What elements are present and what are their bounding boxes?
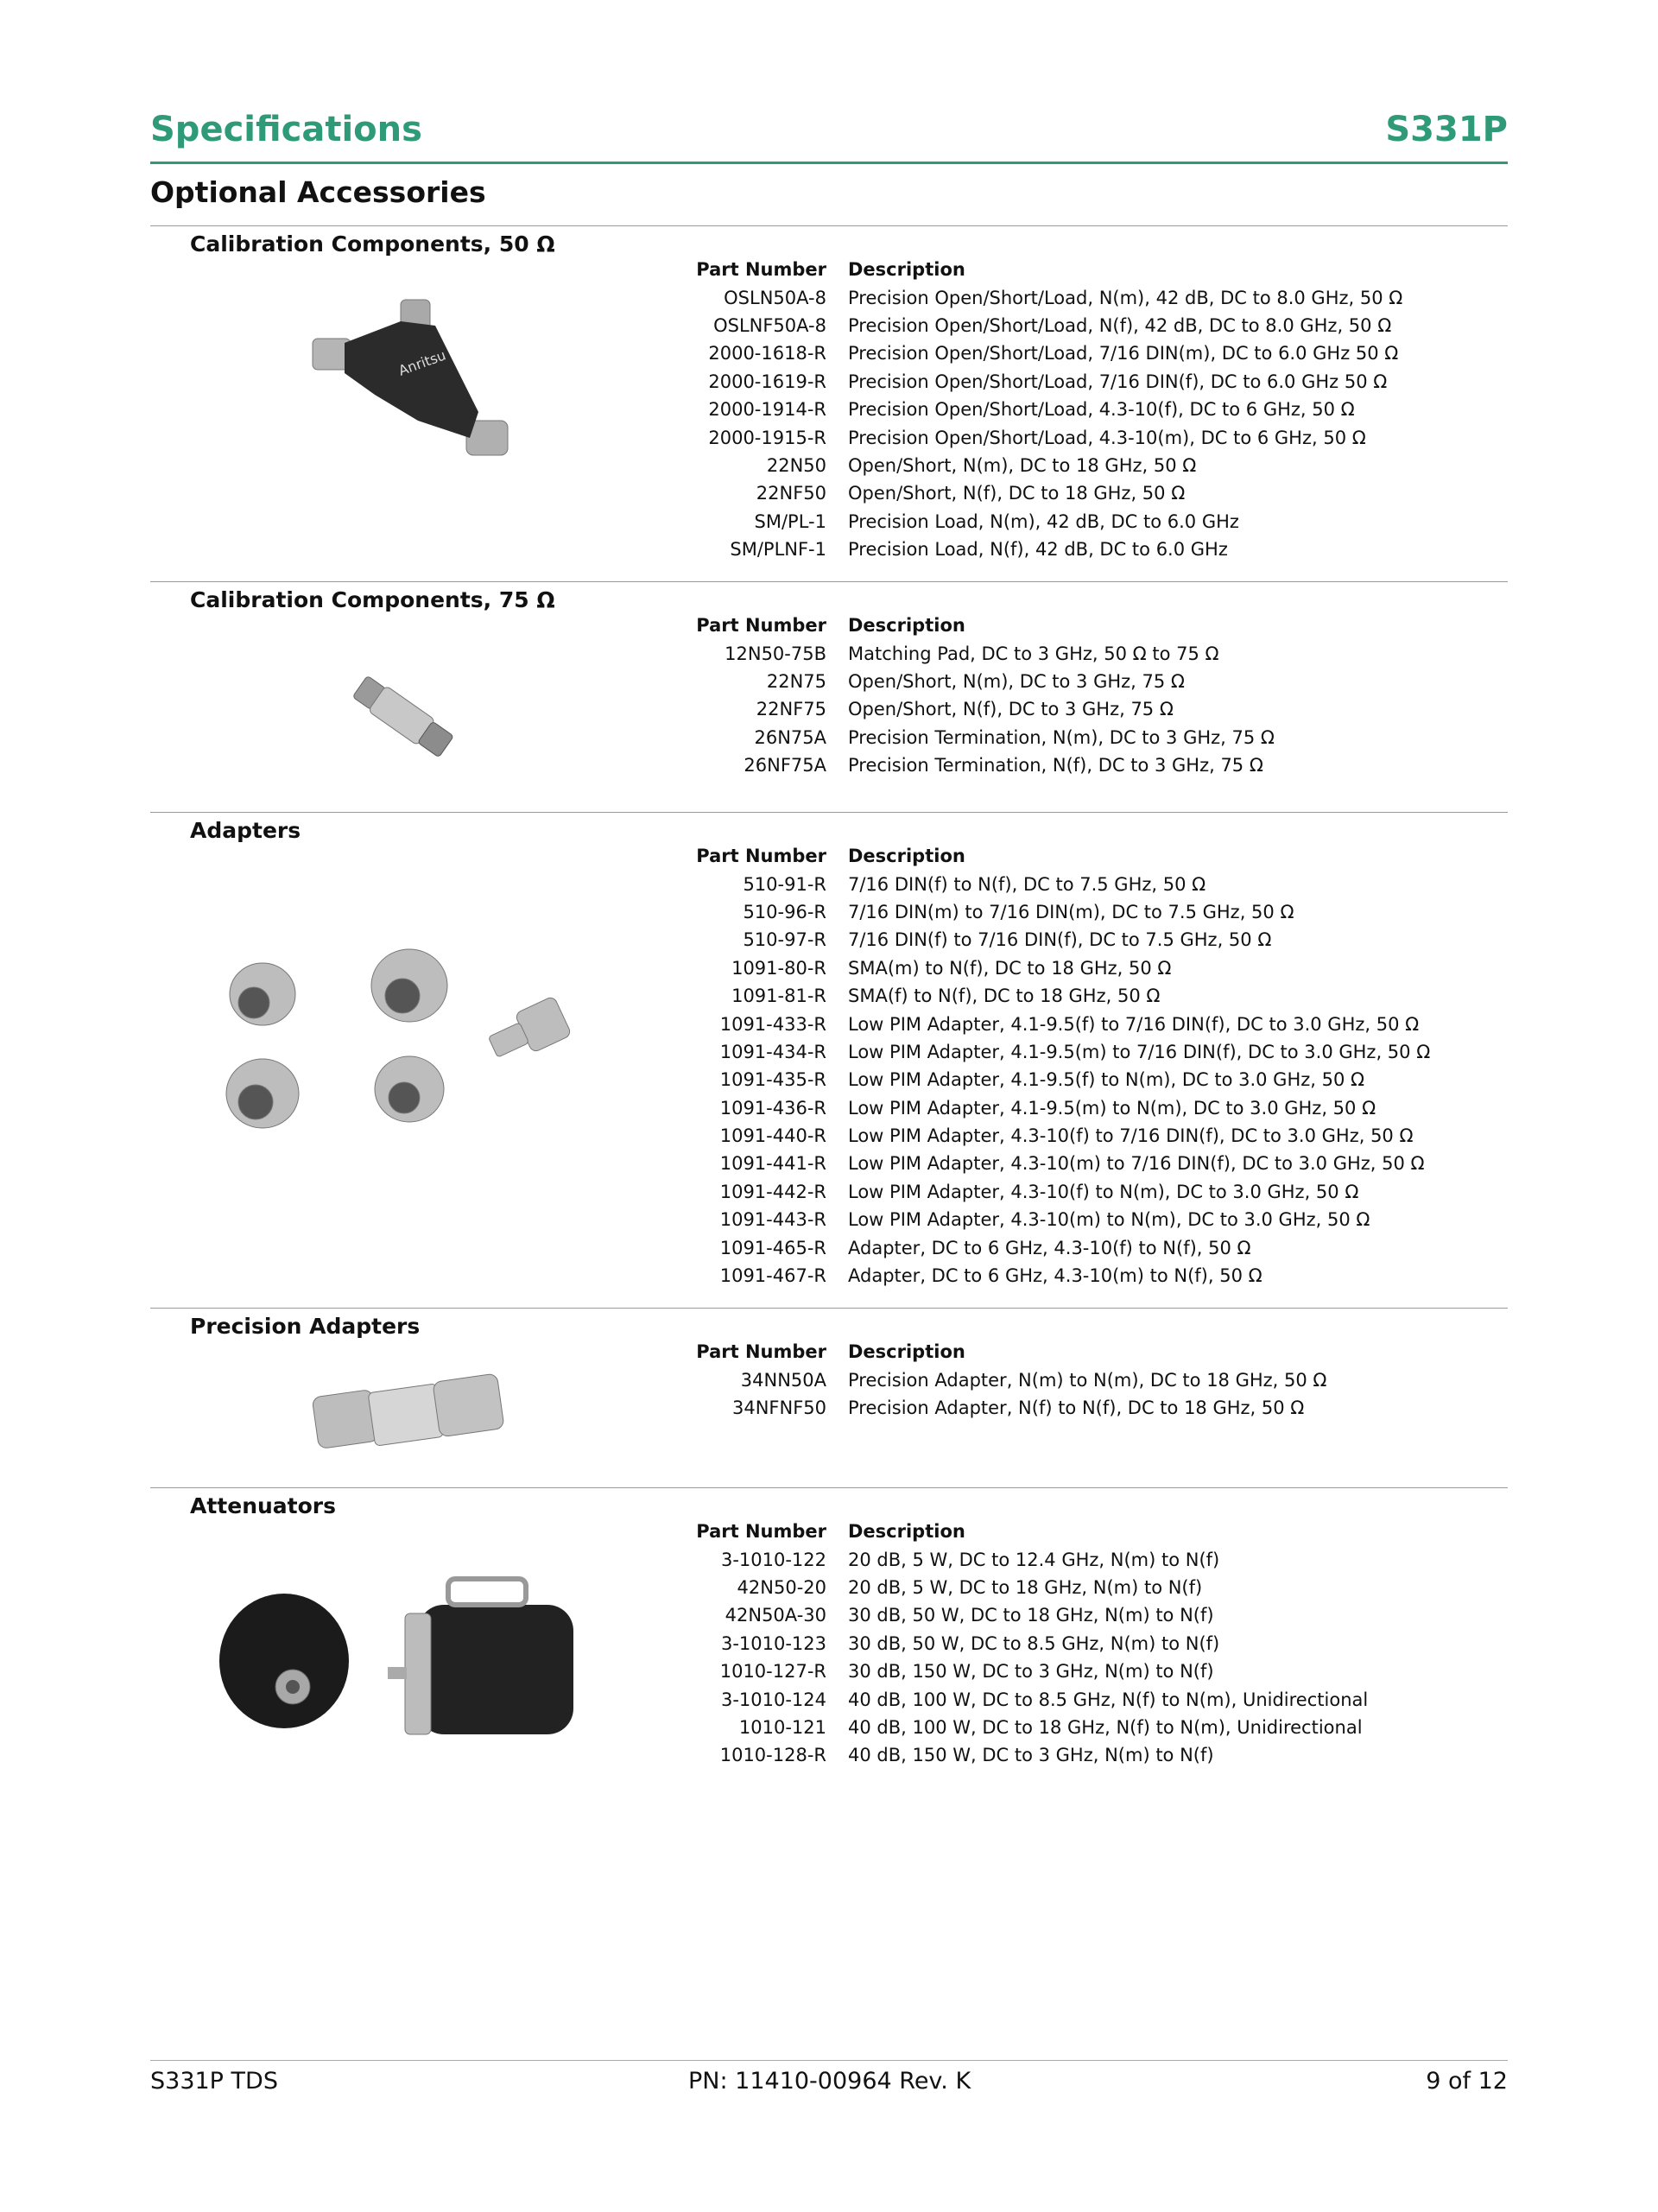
- part-number: 22N75: [766, 670, 826, 692]
- table-row: [668, 1366, 1326, 1393]
- parts-table: [668, 1518, 1368, 1770]
- table-header-row: [668, 1338, 1326, 1366]
- table-row: [668, 1574, 1368, 1601]
- parts-table: [668, 842, 1430, 1290]
- part-number: 22N50: [766, 454, 826, 476]
- part-number: 26N75A: [754, 726, 826, 748]
- part-description: 40 dB, 150 W, DC to 3 GHz, N(m) to N(f): [848, 1745, 1214, 1766]
- section-cal-75: [150, 581, 1508, 812]
- part-description: Low PIM Adapter, 4.1-9.5(f) to 7/16 DIN(f), DC to 3.0 GHz, 50 Ω: [848, 1013, 1420, 1035]
- description-header: Description: [848, 259, 965, 281]
- table-header-row: [668, 842, 1430, 870]
- section-title: Adapters: [190, 818, 301, 843]
- part-description: Precision Open/Short/Load, 4.3-10(m), DC to 6 GHz, 50 Ω: [848, 427, 1366, 448]
- table-row: [668, 1394, 1326, 1422]
- table-row: [668, 283, 1402, 311]
- part-number: 3-1010-123: [720, 1632, 826, 1654]
- table-row: [668, 1066, 1430, 1093]
- part-number: 1091-433-R: [719, 1013, 826, 1035]
- part-number: 1010-128-R: [719, 1745, 826, 1766]
- table-header-row: [668, 256, 1402, 283]
- part-number: 2000-1914-R: [708, 399, 826, 421]
- table-row: [668, 1206, 1430, 1233]
- part-description: Low PIM Adapter, 4.3-10(f) to 7/16 DIN(f), DC to 3.0 GHz, 50 Ω: [848, 1125, 1414, 1147]
- matching-pad-image: [342, 664, 463, 768]
- table-row: [668, 695, 1275, 723]
- part-number: 22NF50: [756, 483, 826, 504]
- section-title: Calibration Components, 75 Ω: [190, 587, 555, 612]
- part-description: 7/16 DIN(f) to 7/16 DIN(f), DC to 7.5 GHz, 50 Ω: [848, 929, 1272, 951]
- description-header: Description: [848, 846, 965, 867]
- table-row: [668, 452, 1402, 479]
- model-name: S331P: [1385, 110, 1508, 149]
- part-number: SM/PL-1: [754, 510, 826, 532]
- part-description: Precision Load, N(f), 42 dB, DC to 6.0 GHz: [848, 539, 1228, 561]
- table-row: [668, 982, 1430, 1010]
- part-description: Low PIM Adapter, 4.1-9.5(m) to N(m), DC to 3.0 GHz, 50 Ω: [848, 1097, 1376, 1119]
- table-header-row: [668, 1518, 1368, 1545]
- part-number: 26NF75A: [744, 755, 826, 776]
- part-description: 30 dB, 150 W, DC to 3 GHz, N(m) to N(f): [848, 1661, 1214, 1683]
- table-row: [668, 1150, 1430, 1177]
- table-row: [668, 1178, 1430, 1206]
- part-description: Matching Pad, DC to 3 GHz, 50 Ω to 75 Ω: [848, 643, 1219, 664]
- page-header: [150, 102, 1508, 164]
- part-number-header: Part Number: [696, 846, 826, 867]
- table-row: [668, 870, 1430, 897]
- description-header: Description: [848, 1521, 965, 1543]
- part-description: Open/Short, N(m), DC to 3 GHz, 75 Ω: [848, 670, 1185, 692]
- part-number: 1091-435-R: [719, 1069, 826, 1091]
- svg-text:Anritsu: Anritsu: [396, 346, 448, 379]
- part-number: 1010-121: [738, 1716, 826, 1738]
- part-number: 1091-443-R: [719, 1209, 826, 1231]
- section-title: Precision Adapters: [190, 1314, 421, 1339]
- part-description: SMA(f) to N(f), DC to 18 GHz, 50 Ω: [848, 986, 1161, 1007]
- part-number-header: Part Number: [696, 1521, 826, 1543]
- table-row: [668, 1094, 1430, 1122]
- part-description: 30 dB, 50 W, DC to 8.5 GHz, N(m) to N(f): [848, 1632, 1220, 1654]
- table-row: [668, 508, 1402, 536]
- part-number: 1091-81-R: [731, 986, 826, 1007]
- part-number: 2000-1619-R: [708, 371, 826, 392]
- table-row: [668, 1010, 1430, 1037]
- description-header: Description: [848, 615, 965, 637]
- part-description: Open/Short, N(f), DC to 3 GHz, 75 Ω: [848, 699, 1174, 720]
- table-row: [668, 479, 1402, 507]
- part-description: Low PIM Adapter, 4.3-10(m) to N(m), DC to 3.0 GHz, 50 Ω: [848, 1209, 1370, 1231]
- parts-table: [668, 256, 1402, 563]
- part-number: 2000-1618-R: [708, 343, 826, 364]
- part-number: 3-1010-124: [720, 1689, 826, 1710]
- table-row: [668, 1122, 1430, 1150]
- part-description: SMA(m) to N(f), DC to 18 GHz, 50 Ω: [848, 957, 1172, 979]
- table-row: [668, 954, 1430, 982]
- part-number: 510-96-R: [743, 901, 826, 922]
- section-adapters: [150, 812, 1508, 1308]
- part-description: Open/Short, N(f), DC to 18 GHz, 50 Ω: [848, 483, 1186, 504]
- table-row: [668, 339, 1402, 367]
- footer-page-number: 9 of 12: [1426, 2068, 1508, 2095]
- parts-table: [668, 1338, 1326, 1422]
- table-row: [668, 724, 1275, 751]
- part-number-header: Part Number: [696, 615, 826, 637]
- table-row: [668, 1601, 1368, 1629]
- part-description: Low PIM Adapter, 4.1-9.5(m) to 7/16 DIN(f), DC to 3.0 GHz, 50 Ω: [848, 1041, 1431, 1062]
- part-number: 34NN50A: [740, 1369, 826, 1391]
- table-row: [668, 536, 1402, 563]
- part-description: Adapter, DC to 6 GHz, 4.3-10(f) to N(f), 50 Ω: [848, 1237, 1251, 1258]
- attenuators-image: [211, 1570, 599, 1752]
- part-description: Adapter, DC to 6 GHz, 4.3-10(m) to N(f), 50 Ω: [848, 1265, 1262, 1287]
- description-header: Description: [848, 1341, 965, 1363]
- part-number-header: Part Number: [696, 259, 826, 281]
- part-description: 7/16 DIN(f) to N(f), DC to 7.5 GHz, 50 Ω: [848, 873, 1206, 895]
- part-description: Precision Open/Short/Load, 7/16 DIN(m), DC to 6.0 GHz 50 Ω: [848, 343, 1399, 364]
- part-number: 1091-442-R: [719, 1181, 826, 1202]
- part-description: Precision Adapter, N(m) to N(m), DC to 18 GHz, 50 Ω: [848, 1369, 1327, 1391]
- table-row: [668, 1657, 1368, 1685]
- part-number: 1091-434-R: [719, 1041, 826, 1062]
- part-description: Precision Load, N(m), 42 dB, DC to 6.0 GHz: [848, 510, 1239, 532]
- part-description: 7/16 DIN(m) to 7/16 DIN(m), DC to 7.5 GHz, 50 Ω: [848, 901, 1294, 922]
- part-number: 22NF75: [756, 699, 826, 720]
- part-number: 1091-441-R: [719, 1153, 826, 1175]
- part-number: 12N50-75B: [725, 643, 826, 664]
- precision-adapter-image: [311, 1359, 518, 1471]
- adapters-image: [193, 934, 642, 1158]
- section-cal-50: [150, 225, 1508, 581]
- part-description: Precision Open/Short/Load, N(m), 42 dB, DC to 8.0 GHz, 50 Ω: [848, 287, 1403, 308]
- part-description: Precision Termination, N(f), DC to 3 GHz, 75 Ω: [848, 755, 1263, 776]
- part-description: 20 dB, 5 W, DC to 18 GHz, N(m) to N(f): [848, 1576, 1203, 1598]
- table-row: [668, 1545, 1368, 1573]
- part-number: 1091-436-R: [719, 1097, 826, 1119]
- part-number: 42N50A-30: [725, 1605, 826, 1626]
- part-description: Precision Termination, N(m), DC to 3 GHz, 75 Ω: [848, 726, 1275, 748]
- table-header-row: [668, 612, 1275, 639]
- table-row: [668, 926, 1430, 954]
- part-description: Precision Open/Short/Load, N(f), 42 dB, DC to 8.0 GHz, 50 Ω: [848, 314, 1392, 336]
- table-row: [668, 1741, 1368, 1769]
- part-description: 40 dB, 100 W, DC to 8.5 GHz, N(f) to N(m), Unidirectional: [848, 1689, 1369, 1710]
- parts-table: [668, 612, 1275, 779]
- part-number: 1091-80-R: [731, 957, 826, 979]
- part-description: Precision Open/Short/Load, 4.3-10(f), DC to 6 GHz, 50 Ω: [848, 399, 1355, 421]
- part-description: Low PIM Adapter, 4.3-10(m) to 7/16 DIN(f), DC to 3.0 GHz, 50 Ω: [848, 1153, 1425, 1175]
- section-title: Attenuators: [190, 1493, 337, 1518]
- page-title: Specifications: [150, 110, 422, 149]
- part-number: OSLN50A-8: [724, 287, 826, 308]
- part-number: 1010-127-R: [719, 1661, 826, 1683]
- part-description: Precision Adapter, N(f) to N(f), DC to 18 GHz, 50 Ω: [848, 1397, 1305, 1418]
- part-number: 3-1010-122: [720, 1549, 826, 1570]
- part-description: Low PIM Adapter, 4.1-9.5(f) to N(m), DC to 3.0 GHz, 50 Ω: [848, 1069, 1365, 1091]
- part-description: 30 dB, 50 W, DC to 18 GHz, N(m) to N(f): [848, 1605, 1214, 1626]
- footer-part-number: PN: 11410-00964 Rev. K: [688, 2068, 971, 2095]
- part-number: 2000-1915-R: [708, 427, 826, 448]
- table-row: [668, 639, 1275, 667]
- part-number: 510-91-R: [743, 873, 826, 895]
- part-number: 1091-440-R: [719, 1125, 826, 1147]
- table-row: [668, 1233, 1430, 1261]
- section-heading: Optional Accessories: [150, 175, 486, 209]
- table-row: [668, 1262, 1430, 1290]
- table-row: [668, 423, 1402, 451]
- table-row: [668, 396, 1402, 423]
- table-row: [668, 751, 1275, 779]
- part-number: SM/PLNF-1: [730, 539, 826, 561]
- table-row: [668, 1714, 1368, 1741]
- section-attenuators: [150, 1487, 1508, 1781]
- table-row: [668, 1630, 1368, 1657]
- table-row: [668, 668, 1275, 695]
- footer-doc-name: S331P TDS: [150, 2068, 278, 2095]
- page-footer: [150, 2060, 1508, 2098]
- table-row: [668, 1685, 1368, 1713]
- part-number-header: Part Number: [696, 1341, 826, 1363]
- part-description: Low PIM Adapter, 4.3-10(f) to N(m), DC to 3.0 GHz, 50 Ω: [848, 1181, 1359, 1202]
- part-number: 34NFNF50: [731, 1397, 826, 1418]
- table-row: [668, 368, 1402, 396]
- part-description: Open/Short, N(m), DC to 18 GHz, 50 Ω: [848, 454, 1197, 476]
- section-title: Calibration Components, 50 Ω: [190, 231, 555, 257]
- part-description: 40 dB, 100 W, DC to 18 GHz, N(f) to N(m), Unidirectional: [848, 1716, 1363, 1738]
- part-number: 510-97-R: [743, 929, 826, 951]
- table-row: [668, 898, 1430, 926]
- section-precision-adapters: [150, 1308, 1508, 1487]
- part-number: 1091-467-R: [719, 1265, 826, 1287]
- part-number: OSLNF50A-8: [713, 314, 826, 336]
- part-description: Precision Open/Short/Load, 7/16 DIN(f), DC to 6.0 GHz 50 Ω: [848, 371, 1388, 392]
- table-row: [668, 1038, 1430, 1066]
- part-number: 1091-465-R: [719, 1237, 826, 1258]
- part-description: 20 dB, 5 W, DC to 12.4 GHz, N(m) to N(f): [848, 1549, 1220, 1570]
- part-number: 42N50-20: [737, 1576, 826, 1598]
- table-row: [668, 312, 1402, 339]
- osl-calibration-kit-image: [297, 291, 522, 472]
